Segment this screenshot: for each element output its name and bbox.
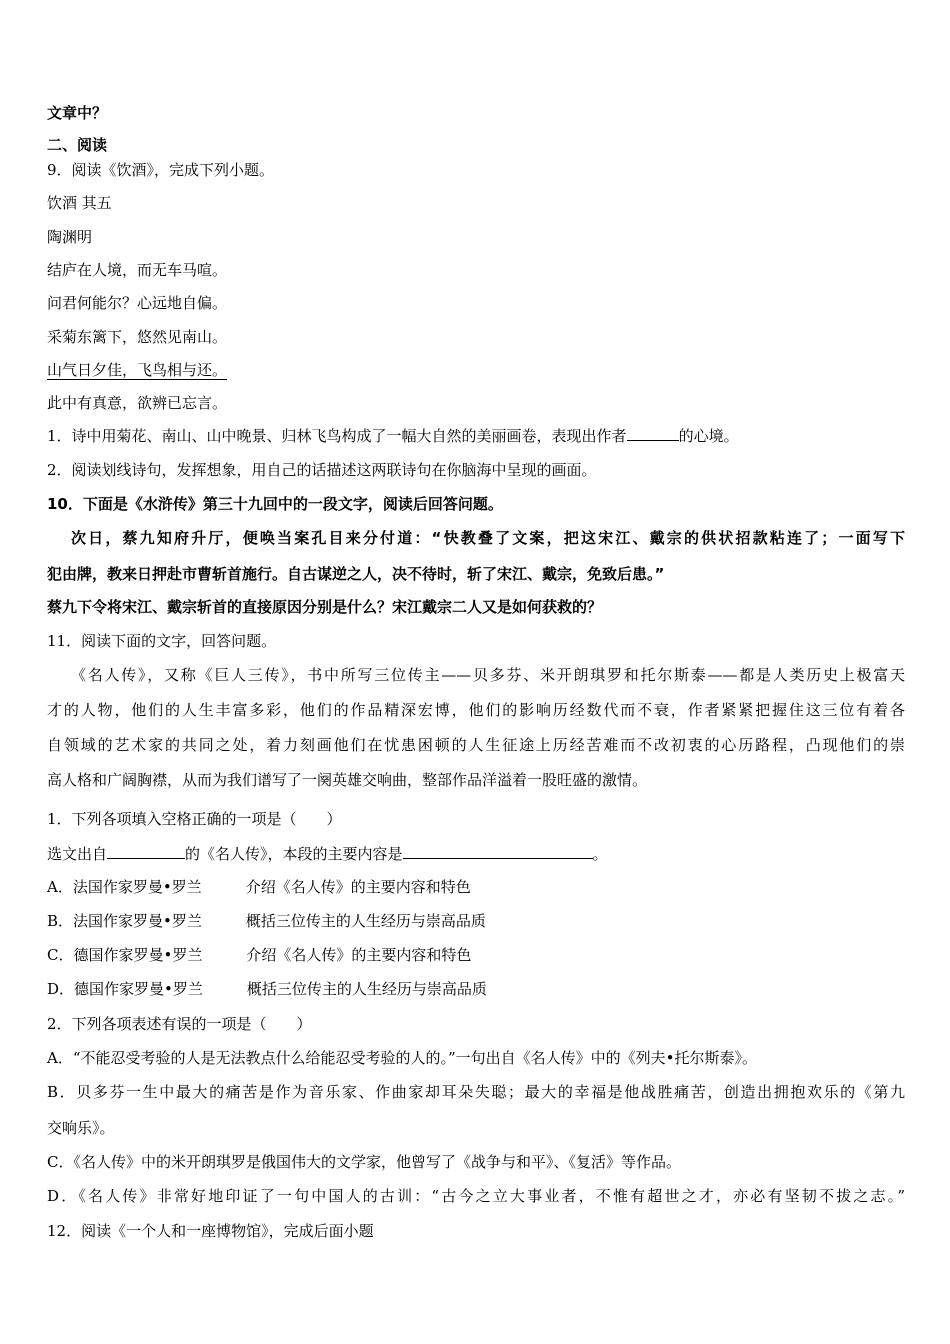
question-11-2: 2．下列各项表述有误的一项是（ ） <box>47 1015 312 1033</box>
poem-line: 问君何能尔？心远地自偏。 <box>47 294 228 312</box>
stem-text: 。 <box>592 845 608 863</box>
option-text: 介绍《名人传》的主要内容和特色 <box>246 946 472 964</box>
option-text: B．法国作家罗曼•罗兰 <box>47 912 202 930</box>
passage-line: 犯由牌，教来日押赴市曹斩首施行。自古谋逆之人，决不待时，斩了宋江、戴宗，免致后患。” <box>47 565 665 583</box>
option-d <box>47 979 487 999</box>
option-text: A．法国作家罗曼•罗兰 <box>47 878 202 896</box>
option-text: 概括三位传主的人生经历与崇高品质 <box>245 912 486 930</box>
passage-line: 自领域的艺术家的共同之处，着力刻画他们在忧患困顿的人生征途上历经苦难而不改初衷的心历路程，凸现他们的崇 <box>47 736 905 754</box>
question-text: 的心境。 <box>678 427 739 445</box>
option-b-cont: 交响乐》。 <box>47 1119 115 1137</box>
poem-title: 饮酒 其五 <box>47 194 112 212</box>
question-10-prompt: 蔡九下令将宋江、戴宗斩首的直接原因分别是什么？宋江戴宗二人又是如何获救的？ <box>47 598 603 616</box>
passage-line: 《名人传》，又称《巨人三传》，书中所写三位传主——贝多芬、米开朗琪罗和托尔斯泰——都是人类历史上极富天 <box>71 666 905 684</box>
option-text: 概括三位传主的人生经历与崇高品质 <box>246 980 487 998</box>
option-d: D．《名人传》非常好地印证了一句中国人的古训：“古今之立大事业者，不惟有超世之才，亦必有坚韧不拔之志。” <box>47 1187 905 1205</box>
option-b <box>47 911 486 931</box>
option-text: 介绍《名人传》的主要内容和特色 <box>245 878 471 896</box>
poem-line: 结庐在人境，而无车马喧。 <box>47 261 228 279</box>
text-line: 文章中？ <box>47 104 108 122</box>
question-9-1 <box>47 426 739 446</box>
question-9: 9．阅读《饮酒》，完成下列小题。 <box>47 161 275 179</box>
answer-blank <box>403 844 593 859</box>
question-11-1: 1．下列各项填入空格正确的一项是（ ） <box>47 810 342 828</box>
question-text: 1．诗中用菊花、南山、山中晚景、归林飞鸟构成了一幅大自然的美丽画卷，表现出作者 <box>47 427 627 445</box>
option-text: D．德国作家罗曼•罗兰 <box>47 980 203 998</box>
question-11: 11．阅读下面的文字，回答问题。 <box>47 632 277 650</box>
question-10: 10．下面是《水浒传》第三十九回中的一段文字，阅读后回答问题。 <box>47 495 503 513</box>
poem-line: 此中有真意，欲辨已忘言。 <box>47 394 228 412</box>
poem-author: 陶渊明 <box>47 228 93 246</box>
passage-line: 高人格和广阔胸襟，从而为我们谱写了一阕英雄交响曲，整部作品洋溢着一股旺盛的激情。 <box>47 771 648 789</box>
question-9-2: 2．阅读划线诗句，发挥想象，用自己的话描述这两联诗句在你脑海中呈现的画面。 <box>47 461 597 479</box>
stem-text: 选文出自 <box>47 845 108 863</box>
option-a <box>47 877 471 897</box>
poem-line: 采菊东篱下，悠然见南山。 <box>47 328 228 346</box>
option-c: C．《名人传》中的米开朗琪罗是俄国伟大的文学家，他曾写了《战争与和平》、《复活》等作品。 <box>47 1153 681 1171</box>
answer-blank <box>627 426 679 441</box>
question-11-1-stem <box>47 844 608 864</box>
option-a: A．“不能忍受考验的人是无法教点什么给能忍受考验的人的。”一句出自《名人传》中的《列夫•托尔斯泰》。 <box>47 1049 758 1067</box>
answer-blank <box>107 844 185 859</box>
passage-line: 次日，蔡九知府升厅，便唤当案孔目来分付道：“快教叠了文案，把这宋江、戴宗的供状招款粘连了；一面写下 <box>71 529 905 547</box>
passage-line: 才的人物，他们的人生丰富多彩，他们的作品精深宏博，他们的影响历经数代而不衰，作者紧紧把握住这三位有着各 <box>47 701 905 719</box>
question-12: 12．阅读《一个人和一座博物馆》，完成后面小题 <box>47 1222 374 1240</box>
option-c <box>47 945 471 965</box>
option-text: C．德国作家罗曼•罗兰 <box>47 946 203 964</box>
option-b: B．贝多芬一生中最大的痛苦是作为音乐家、作曲家却耳朵失聪；最大的幸福是他战胜痛苦，创造出拥抱欢乐的《第九 <box>47 1083 905 1101</box>
section-heading: 二、阅读 <box>47 136 108 154</box>
poem-line-underlined: 山气日夕佳，飞鸟相与还。 <box>47 361 228 379</box>
stem-text: 的《名人传》，本段的主要内容是 <box>185 845 403 863</box>
